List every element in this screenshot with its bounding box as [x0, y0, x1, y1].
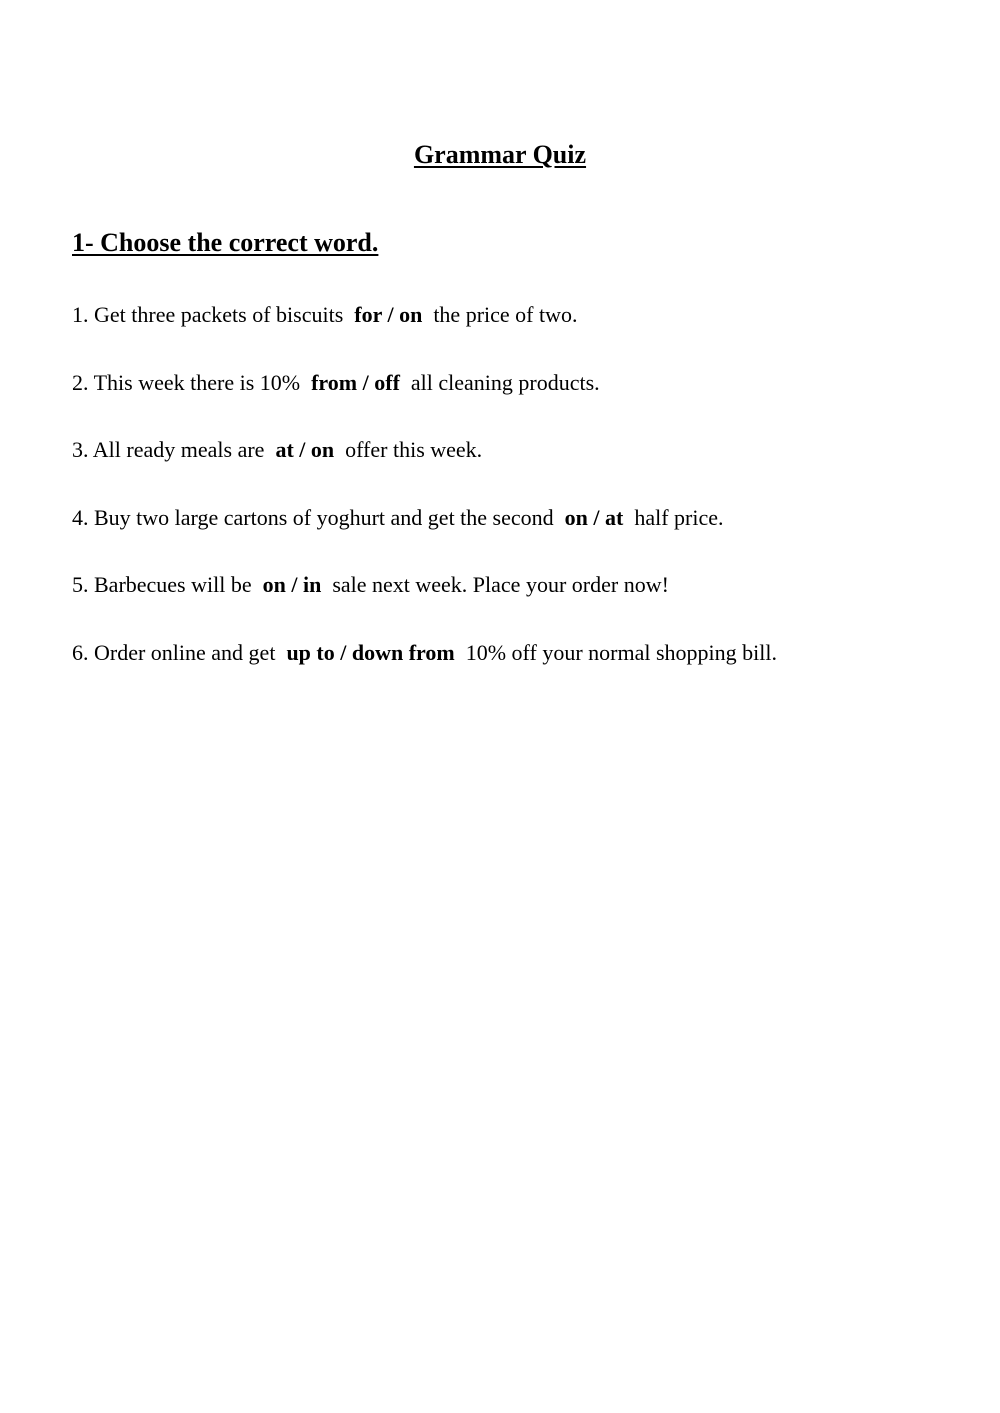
answer-options[interactable]: from / off [311, 369, 400, 395]
answer-options[interactable]: on / in [262, 572, 322, 597]
question-text-after: half price. [623, 504, 724, 530]
question-text-after: sale next week. Place your order now! [321, 572, 669, 597]
answer-options[interactable]: up to / down from [286, 639, 455, 665]
answer-options[interactable]: on / at [564, 504, 624, 530]
question-text-after: the price of two. [422, 302, 578, 327]
question-text-before: 6. Order online and get [72, 639, 287, 665]
question-list [72, 300, 777, 705]
question-item [72, 638, 777, 668]
page-title: Grammar Quiz [413, 140, 587, 169]
question-text-before: 1. Get three packets of biscuits [72, 302, 355, 327]
question-text-after: 10% off your normal shopping bill. [454, 639, 777, 665]
question-item [72, 503, 777, 533]
question-item [72, 435, 777, 465]
question-text-before: 5. Barbecues will be [72, 572, 263, 597]
question-text-before: 4. Buy two large cartons of yoghurt and get the second [72, 504, 565, 530]
question-text-before: 2. This week there is 10% [72, 369, 312, 395]
section-heading: 1- Choose the correct word. [72, 228, 379, 257]
answer-options[interactable]: for / on [354, 302, 423, 327]
answer-options[interactable]: at / on [275, 437, 335, 462]
question-text-after: offer this week. [334, 437, 483, 462]
question-item [72, 570, 777, 600]
question-text-after: all cleaning products. [399, 369, 600, 395]
question-item [72, 300, 777, 330]
question-item [72, 368, 777, 398]
question-text-before: 3. All ready meals are [72, 437, 276, 462]
